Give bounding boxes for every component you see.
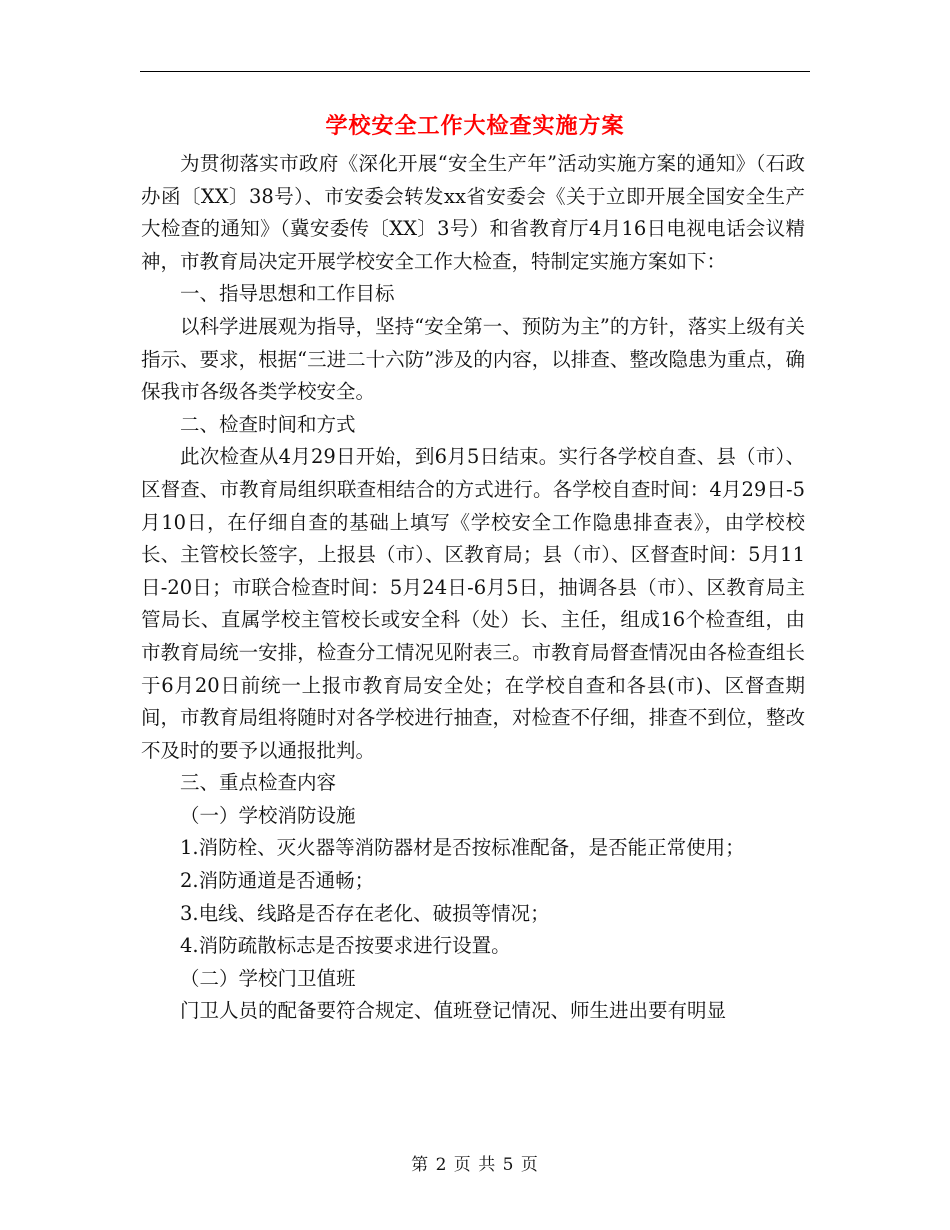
intro-paragraph: 为贯彻落实市政府《深化开展“安全生产年”活动实施方案的通知》（石政办函〔XX〕38号）、市安委会转发xx省安委会《关于立即开展全国安全生产大检查的通知》（冀安委传〔XX〕3号）和省教育厅4月16日电视电话会议精神，市教育局决定开展学校安全工作大检查，特制定实施方案如下： (141, 152, 805, 273)
guard-paragraph: 门卫人员的配备要符合规定、值班登记情况、师生进出要有明显 (180, 999, 727, 1023)
section-1-paragraph: 以科学进展观为指导，坚持“安全第一、预防为主”的方针，落实上级有关指示、要求，根据“三进二十六防”涉及的内容，以排查、整改隐患为重点，确保我市各级各类学校安全。 (141, 314, 805, 404)
list-item: 4.消防疏散标志是否按要求进行设置。 (180, 934, 511, 958)
subsection-heading-fire: （一）学校消防设施 (180, 803, 356, 827)
subsection-heading-guard: （二）学校门卫值班 (180, 966, 356, 990)
page-number: 第 2 页 共 5 页 (411, 1155, 539, 1175)
document-body (141, 148, 805, 1028)
list-item: 1.消防栓、灭火器等消防器材是否按标准配备，是否能正常使用； (180, 836, 745, 860)
section-heading-3: 三、重点检查内容 (180, 771, 337, 795)
section-heading-2: 二、检查时间和方式 (180, 412, 356, 436)
list-item: 3.电线、线路是否存在老化、破损等情况； (180, 901, 550, 925)
header-rule (140, 71, 810, 72)
document-title: 学校安全工作大检查实施方案 (325, 113, 625, 139)
section-heading-1: 一、指导思想和工作目标 (180, 282, 395, 306)
section-2-paragraph: 此次检查从4月29日开始，到6月5日结束。实行各学校自查、县（市）、区督查、市教育局组织联查相结合的方式进行。各学校自查时间：4月29日-5月10日，在仔细自查的基础上填写《学校安全工作隐患排查表》，由学校校长、主管校长签字，上报县（市）、区教育局；县（市）、区督查时间：5月11日-20日；市联合检查时间：5月24日-6月5日，抽调各县（市）、区教育局主管局长、直属学校主管校长或安全科（处）长、主任，组成16个检查组，由市教育局统一安排，检查分工情况见附表三。市教育局督查情况由各检查组长于6月20日前统一上报市教育局安全处；在学校自查和各县(市)、区督查期间，市教育局组将随时对各学校进行抽查，对检查不仔细，排查不到位，整改不及时的要予以通报批判。 (141, 445, 805, 762)
list-item: 2.消防通道是否通畅； (180, 869, 375, 893)
